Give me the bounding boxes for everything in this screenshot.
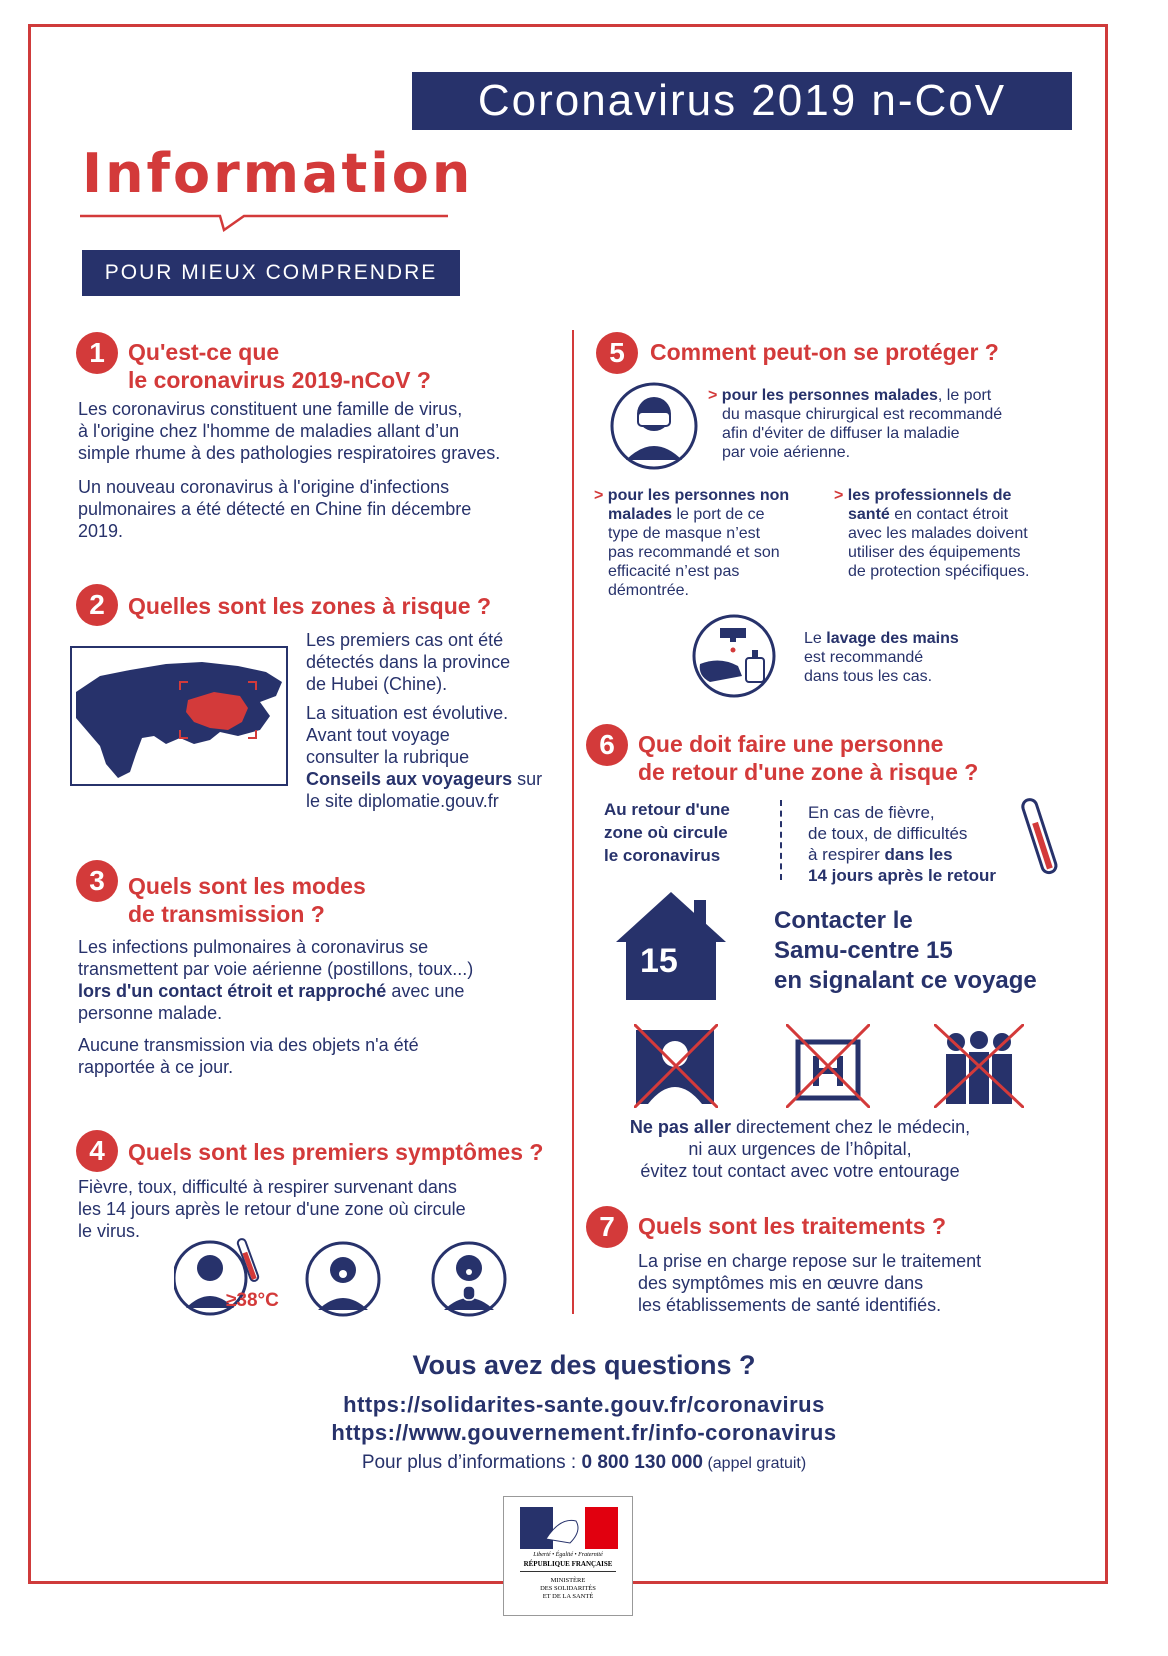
fever-temperature-label: ≥38°C	[226, 1290, 279, 1311]
section-number-2: 2	[76, 584, 118, 626]
contact-samu-text: Contacter le Samu-centre 15 en signalant ce voyage	[774, 907, 1037, 994]
section-1-paragraph-2: Un nouveau coronavirus à l'origine d'infections pulmonaires a été détecté en Chine fin décembre 2019.	[78, 477, 472, 541]
no-visit-warning-text: Ne pas aller directement chez le médecin, ni aux urgences de l’hôpital, évitez tout contact avec votre entourage	[629, 1117, 971, 1181]
samu-number-badge: 15	[640, 942, 678, 980]
section-number-4: 4	[76, 1130, 118, 1172]
speech-bubble-underline	[80, 212, 448, 232]
link-gouvernement[interactable]: https://www.gouvernement.fr/info-coronavirus	[331, 1420, 837, 1445]
section-2-paragraph-1: Les premiers cas ont été détectés dans la province de Hubei (Chine).	[306, 630, 511, 694]
information-heading: Information	[82, 142, 474, 205]
section-7-paragraph: La prise en charge repose sur le traitement des symptômes mis en œuvre dans les établissements de santé identifiés.	[638, 1251, 982, 1315]
section-6-title-line1: Que doit faire une personne	[638, 731, 944, 757]
section-3-title-line1: Quels sont les modes	[128, 873, 366, 899]
section-number-5: 5	[596, 332, 638, 374]
info-phone-line: Pour plus d’informations : 0 800 130 000 (appel gratuit)	[361, 1452, 807, 1473]
section-2-title: Quelles sont les zones à risque ?	[128, 593, 492, 619]
section-4-title: Quels sont les premiers symptômes ?	[128, 1139, 544, 1165]
section-number-7: 7	[586, 1206, 628, 1248]
section-1-paragraph-1: Les coronavirus constituent une famille de virus, à l'origine chez l'homme de maladies allant d’un simple rhume à des pathologies respiratoires graves.	[78, 399, 501, 463]
section-number-1: 1	[76, 332, 118, 374]
fever-conditions-text: En cas de fièvre, de toux, de difficultés à respirer dans les 14 jours après le retour	[808, 803, 997, 885]
surgical-mask-icon	[608, 380, 702, 470]
link-solidarites-sante[interactable]: https://solidarites-sante.gouv.fr/coronavirus	[343, 1392, 825, 1417]
section-number-3: 3	[76, 860, 118, 902]
section-1-title-line1: Qu'est-ce que	[128, 339, 280, 365]
world-map-icon	[70, 646, 288, 786]
poster-title: Coronavirus 2019 n-CoV	[412, 72, 1072, 130]
protection-sick-text: > pour les personnes malades, le port du masque chirurgical est recommandé afin d'éviter de diffuser la maladie par voie aérienne.	[708, 387, 1003, 461]
no-contact-crowd-icon	[934, 1024, 1024, 1108]
breathing-difficulty-icon	[430, 1240, 508, 1318]
ministry-logo: Liberté • Égalité • Fraternité RÉPUBLIQUE FRANÇAISE MINISTÈRE DES SOLIDARITÉS ET DE LA SANTÉ	[503, 1496, 633, 1616]
section-4-paragraph-1: Fièvre, toux, difficulté à respirer survenant dans les 14 jours après le retour d'une zone où circule le virus.	[78, 1177, 466, 1241]
protection-non-sick-text: > pour les personnes non malades le port de ce type de masque n’est pas recommandé et son efficacité n’est pas démontrée.	[594, 487, 790, 599]
protection-professionals-text: > les professionnels de santé en contact étroit avec les malades doivent utiliser des équipements de protection spécifiques.	[834, 487, 1030, 580]
section-6-title-line2: de retour d'une zone à risque ?	[638, 759, 979, 785]
thermometer-icon	[1018, 792, 1062, 884]
marianne-flag-icon	[520, 1507, 618, 1549]
section-2-paragraph-2: La situation est évolutive. Avant tout voyage consulter la rubrique Conseils aux voyageurs sur le site diplomatie.gouv.fr	[306, 703, 543, 811]
return-from-zone-text: Au retour d'une zone où circule le coronavirus	[604, 800, 730, 865]
section-7-title: Quels sont les traitements ?	[638, 1213, 947, 1239]
no-hospital-icon	[786, 1024, 870, 1108]
no-doctor-icon	[634, 1024, 718, 1108]
hand-washing-text: Le lavage des mains est recommandé dans tous les cas.	[804, 630, 959, 685]
cough-symptom-icon	[304, 1240, 382, 1318]
section-5-title: Comment peut-on se protéger ?	[650, 339, 999, 365]
section-1-title-line2: le coronavirus 2019-nCoV ?	[128, 367, 431, 393]
hand-washing-icon	[690, 612, 780, 700]
section-3-paragraph-2: Aucune transmission via des objets n'a été rapportée à ce jour.	[78, 1035, 419, 1077]
section-3-paragraph-1: Les infections pulmonaires à coronavirus se transmettent par voie aérienne (postillons, toux...) lors d'un contact étroit et rapproché avec une personne malade.	[78, 937, 474, 1023]
section-3-title-line2: de transmission ?	[128, 901, 325, 927]
questions-heading: Vous avez des questions ?	[412, 1350, 756, 1380]
subtitle-banner: POUR MIEUX COMPRENDRE	[82, 250, 460, 296]
dashed-separator	[780, 800, 782, 880]
section-number-6: 6	[586, 724, 628, 766]
